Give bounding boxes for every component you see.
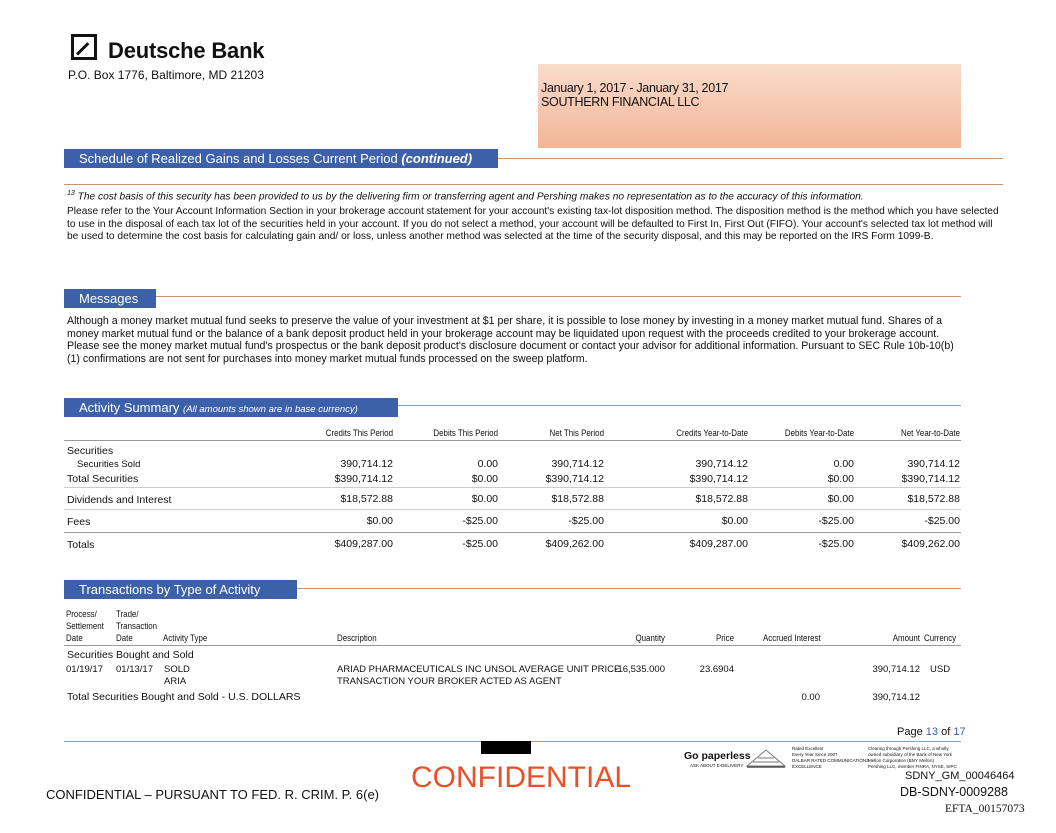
activity-summary-subtitle: (All amounts shown are in base currency) xyxy=(183,404,358,415)
tax-lot-paragraph: Please refer to the Your Account Information Section in your brokerage account statement for your account's existing tax-lot disposition method. The disposition method is the method which you have selected to use in the disposal of each tax lot of the securities held in your account. If you do not select a method, your account will be defaulted to First In, First Out (FIFO). Your account's selected tax lot method will be used to determine the cost basis for calculating gain and/ or loss, unless another method was selected at the time of the security disposal, and this may be reported on the IRS Form 1099-B. xyxy=(67,206,999,243)
row-label: Dividends and Interest xyxy=(67,494,172,506)
cell: $18,572.88 xyxy=(551,493,604,505)
cell: $0.00 xyxy=(471,473,498,485)
cell: -$25.00 xyxy=(462,538,498,550)
statement-period: January 1, 2017 - January 31, 2017 xyxy=(541,81,729,95)
col-debits-period: Debits This Period xyxy=(433,428,498,438)
cell: 0.00 xyxy=(477,458,498,470)
cell: $18,572.88 xyxy=(907,493,960,505)
cell: $409,287.00 xyxy=(334,538,393,550)
bates-number-2: DB-SDNY-0009288 xyxy=(900,785,1008,799)
cell: $390,714.12 xyxy=(689,473,748,485)
rated-line: Every Year Since 2007 xyxy=(792,752,838,757)
row-label: Total Securities xyxy=(67,473,139,485)
col-currency: Currency xyxy=(924,633,957,643)
cell: $18,572.88 xyxy=(695,493,748,505)
cell: $0.00 xyxy=(471,493,498,505)
col-process: Settlement xyxy=(66,621,104,631)
bates-number-3: EFTA_00157073 xyxy=(945,803,1025,815)
col-credits-period: Credits This Period xyxy=(325,428,393,438)
rated-line: DALBAR RATED COMMUNICATIONS xyxy=(792,758,870,763)
cell: $390,714.12 xyxy=(901,473,960,485)
row-label: Securities Sold xyxy=(77,459,141,470)
clearing-line: Mellon Corporation (BNY Mellon) xyxy=(868,758,934,763)
page-current: 13 xyxy=(925,726,939,738)
cell: -$25.00 xyxy=(924,515,960,527)
section-rule xyxy=(398,405,961,406)
rated-line: Rated Excellent xyxy=(792,746,824,751)
cell: -$25.00 xyxy=(568,515,604,527)
col-process: Date xyxy=(66,633,83,643)
description-line1: ARIAD PHARMACEUTICALS INC UNSOL AVERAGE UNIT PRICE xyxy=(337,664,621,675)
cell: 0.00 xyxy=(833,458,854,470)
cell: $0.00 xyxy=(721,515,748,527)
footnote-text: The cost basis of this security has been provided to us by the delivering firm or transferring agent and Pershing makes no representation as to the accuracy of this information. xyxy=(77,191,864,203)
row-rule xyxy=(64,532,961,533)
cell: 390,714.12 xyxy=(340,458,393,470)
clearing-line: owned subsidiary of the Bank of New York xyxy=(868,752,953,757)
row-rule xyxy=(64,487,961,488)
deutsche-bank-logo-icon xyxy=(71,34,97,60)
go-paperless: Go paperless xyxy=(684,750,751,762)
rated-line: EXCELLENCE xyxy=(792,764,822,769)
page-of: of xyxy=(941,726,951,738)
row-label: Totals xyxy=(67,539,95,551)
col-accrued-interest: Accrued Interest xyxy=(763,633,821,643)
account-name: SOUTHERN FINANCIAL LLC xyxy=(541,95,700,109)
symbol: ARIA xyxy=(164,676,187,687)
page-total: 17 xyxy=(953,726,966,738)
schedule-title: Schedule of Realized Gains and Losses Current Period xyxy=(79,151,398,166)
ask-about-edelivery: ASK ABOUT E-DELIVERY xyxy=(690,763,744,768)
col-activity-type: Activity Type xyxy=(163,633,208,643)
clearing-line: Clearing through Pershing LLC, a wholly xyxy=(868,746,949,751)
col-net-period: Net This Period xyxy=(549,428,604,438)
table-rule xyxy=(64,645,961,646)
cell: $0.00 xyxy=(827,473,854,485)
dalbar-text xyxy=(792,746,869,770)
currency: USD xyxy=(930,664,951,675)
redaction-bar xyxy=(481,741,531,754)
quantity: -16,535.000 xyxy=(614,664,665,675)
section-rule xyxy=(498,158,1003,159)
cell: 390,714.12 xyxy=(907,458,960,470)
col-trade: Transaction xyxy=(116,621,158,631)
dalbar-logo-icon xyxy=(745,746,787,775)
messages-section-header xyxy=(64,289,156,308)
col-price: Price xyxy=(715,633,734,643)
cell: 390,714.12 xyxy=(551,458,604,470)
amount: 390,714.12 xyxy=(872,664,920,675)
transactions-header xyxy=(64,580,297,599)
settle-date: 01/19/17 xyxy=(66,664,103,675)
footnote xyxy=(67,188,997,204)
bank-address: P.O. Box 1776, Baltimore, MD 21203 xyxy=(68,68,264,82)
transactions-title: Transactions by Type of Activity xyxy=(79,582,261,597)
clearing-text xyxy=(868,746,957,770)
description-line2: TRANSACTION YOUR BROKER ACTED AS AGENT xyxy=(337,676,562,687)
row-rule xyxy=(64,509,961,510)
messages-text: Although a money market mutual fund seeks to preserve the value of your investment at $1 per share, it is possible to lose money by investing in a money market mutual fund. Shares of a money market mutual fund or the balance of a bank deposit product held in your brokerage account may be liquidated upon request with the proceeds credited to your brokerage account. Please see the money market mutual fund's prospectus or the bank deposit product's disclosure document or contact your advisor for additional information. Pursuant to SEC Rule 10b-10(b)(1) confirmations are not sent for purchases into money market mutual funds processed on the sweep platform. xyxy=(67,315,954,366)
total-amount: 390,714.12 xyxy=(872,692,920,703)
col-process: Process/ xyxy=(66,609,97,619)
clearing-line: Pershing LLC, member FINRA, NYSE, SIPC xyxy=(868,764,957,769)
col-amount: Amount xyxy=(892,633,920,643)
cell: $0.00 xyxy=(827,493,854,505)
securities-label: Securities xyxy=(67,445,114,457)
cell: -$25.00 xyxy=(818,538,854,550)
table-rule xyxy=(64,440,961,441)
cell: $390,714.12 xyxy=(334,473,393,485)
cell: $18,572.88 xyxy=(340,493,393,505)
cell: $409,262.00 xyxy=(545,538,604,550)
bates-number-1: SDNY_GM_00046464 xyxy=(905,770,1015,782)
cell: 390,714.12 xyxy=(695,458,748,470)
section-rule xyxy=(156,296,961,297)
schedule-section-header xyxy=(64,149,498,168)
messages-title: Messages xyxy=(79,291,139,306)
trade-date: 01/13/17 xyxy=(116,664,153,675)
col-credits-ytd: Credits Year-to-Date xyxy=(676,428,748,438)
col-trade: Trade/ xyxy=(116,609,139,619)
activity: SOLD xyxy=(164,664,190,675)
cell: $409,262.00 xyxy=(901,538,960,550)
col-net-ytd: Net Year-to-Date xyxy=(900,428,960,438)
total-label: Total Securities Bought and Sold - U.S. DOLLARS xyxy=(67,691,301,703)
cell: -$25.00 xyxy=(462,515,498,527)
activity-summary-title: Activity Summary xyxy=(79,400,180,415)
activity-summary-header xyxy=(64,398,398,417)
footnote-marker: 13 xyxy=(67,190,75,197)
col-debits-ytd: Debits Year-to-Date xyxy=(784,428,854,438)
col-description: Description xyxy=(337,633,377,643)
row-label: Fees xyxy=(67,516,91,528)
total-accrued: 0.00 xyxy=(801,692,820,703)
bank-name: Deutsche Bank xyxy=(108,38,265,63)
confidential-stamp: CONFIDENTIAL xyxy=(411,761,632,794)
confidential-notice: CONFIDENTIAL – PURSUANT TO FED. R. CRIM. P. 6(e) xyxy=(46,787,380,802)
group-label: Securities Bought and Sold xyxy=(67,649,194,661)
col-quantity: Quantity xyxy=(635,633,665,643)
page-number xyxy=(897,726,966,738)
page-label: Page xyxy=(897,726,923,738)
divider xyxy=(64,184,1003,185)
col-trade: Date xyxy=(116,633,133,643)
section-rule xyxy=(297,588,961,589)
schedule-title-suffix: (continued) xyxy=(401,151,473,166)
cell: $0.00 xyxy=(366,515,393,527)
price: 23.6904 xyxy=(699,664,734,675)
cell: $390,714.12 xyxy=(545,473,604,485)
cell: -$25.00 xyxy=(818,515,854,527)
cell: $409,287.00 xyxy=(689,538,748,550)
